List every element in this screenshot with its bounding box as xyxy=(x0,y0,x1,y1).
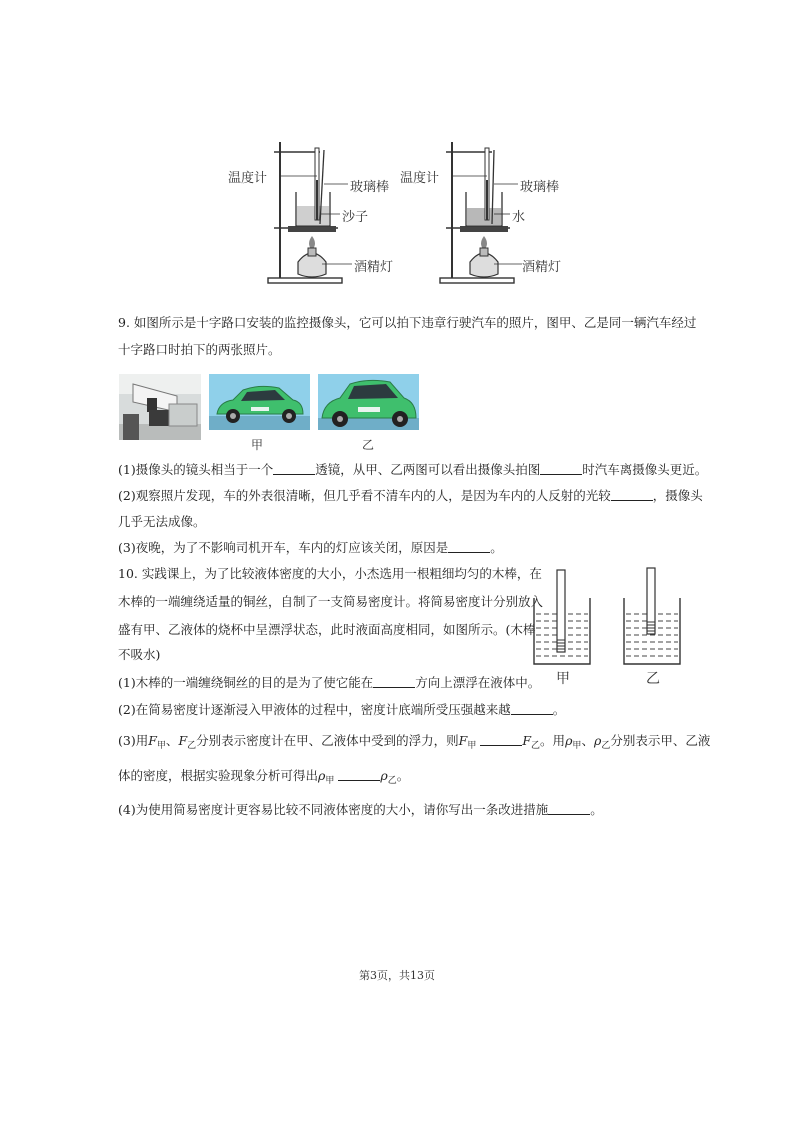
q10-stem-line1: 10. 实践课上，为了比较液体密度的大小，小杰选用一根粗细均匀的木棒，在 xyxy=(118,566,542,581)
q10-stem-line3: 盛有甲、乙液体的烧杯中呈漂浮状态，此时液面高度相同，如图所示。(木棒 xyxy=(118,622,536,637)
q10-part3-line2: 体的密度，根据实验现象分析可得出$\rho_甲$ $\rho_乙$。 xyxy=(118,768,410,786)
label-water: 水 xyxy=(512,210,526,225)
q9-p1-blank2[interactable] xyxy=(540,462,582,475)
surveillance-camera-photo xyxy=(119,374,201,440)
q10-part3-line1: (3)用$F_甲$、$F_乙$分别表示密度计在甲、乙液体中受到的浮力，则$F_甲$ $F_乙$。用$\rho_甲$、$\rho_乙$分别表示甲、乙液 xyxy=(118,733,711,751)
page-footer: 第3页，共13页 xyxy=(359,969,435,982)
q10-p4-blank[interactable] xyxy=(548,802,590,815)
densimeter-beaker-b xyxy=(620,566,684,668)
label-glass-rod-right: 玻璃棒 xyxy=(520,180,560,195)
q9-p3-blank[interactable] xyxy=(448,540,490,553)
q9-part3: (3)夜晚，为了不影响司机开车，车内的灯应该关闭，原因是 。 xyxy=(118,540,503,555)
label-alcohol-lamp-left: 酒精灯 xyxy=(354,260,394,275)
label-glass-rod-left: 玻璃棒 xyxy=(350,180,390,195)
q10-part2: (2)在简易密度计逐渐浸入甲液体的过程中，密度计底端所受压强越来越 。 xyxy=(118,702,566,717)
car-photo-a xyxy=(209,374,310,430)
q10-p2-blank[interactable] xyxy=(511,702,553,715)
q9-part2-line2: 几乎无法成像。 xyxy=(118,514,206,529)
photo-label-jia: 甲 xyxy=(251,438,264,452)
q10-p3-blank2[interactable] xyxy=(338,768,380,781)
q9-p1-blank1[interactable] xyxy=(273,462,315,475)
photo-label-yi: 乙 xyxy=(362,438,375,452)
q10-part1: (1)木棒的一端缠绕铜丝的目的是为了使它能在 方向上漂浮在液体中。 xyxy=(118,675,541,690)
label-thermometer-left: 温度计 xyxy=(228,171,268,186)
q10-stem-line4: 不吸水) xyxy=(118,647,161,662)
q9-stem-line1: 9. 如图所示是十字路口安装的监控摄像头，它可以拍下违章行驶汽车的照片，图甲、乙是同一辆汽车经过 xyxy=(118,315,697,330)
q10-p3-blank1[interactable] xyxy=(480,733,522,746)
q9-part1: (1)摄像头的镜头相当于一个 透镜，从甲、乙两图可以看出摄像头拍图 时汽车离摄像头更近。 xyxy=(118,462,708,477)
q10-part4: (4)为使用简易密度计更容易比较不同液体密度的大小，请你写出一条改进措施 。 xyxy=(118,802,603,817)
beaker-label-jia: 甲 xyxy=(556,671,570,687)
label-sand: 沙子 xyxy=(342,210,369,225)
q10-p1-blank[interactable] xyxy=(373,675,415,688)
label-thermometer-right: 温度计 xyxy=(400,171,440,186)
q9-stem-line2: 十字路口时拍下的两张照片。 xyxy=(118,342,281,357)
densimeter-beaker-a xyxy=(530,566,594,668)
label-alcohol-lamp-right: 酒精灯 xyxy=(522,260,562,275)
beaker-label-yi: 乙 xyxy=(646,671,660,687)
q10-stem-line2: 木棒的一端缠绕适量的铜丝，自制了一支简易密度计。将简易密度计分别放入 xyxy=(118,594,544,609)
q9-p2-blank[interactable] xyxy=(611,488,653,501)
q9-part2-line1: (2)观察照片发现，车的外表很清晰，但几乎看不清车内的人，是因为车内的人反射的光较 ，摄像头 xyxy=(118,488,703,503)
car-photo-b xyxy=(318,374,419,430)
